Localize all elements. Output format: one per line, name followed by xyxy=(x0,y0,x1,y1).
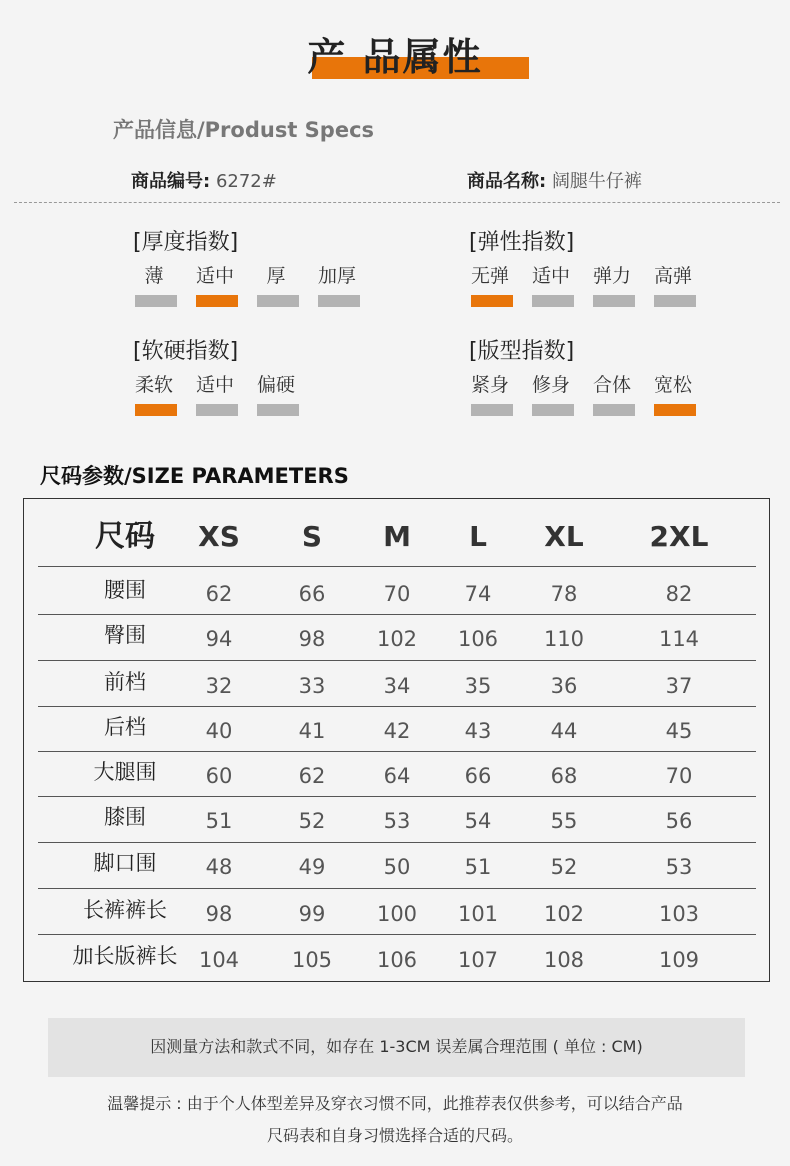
size-header-xs: XS xyxy=(198,520,240,553)
table-cell: 50 xyxy=(383,855,411,879)
table-cell: 70 xyxy=(383,582,411,606)
index-option-bar-selected xyxy=(471,295,513,307)
section-subtitle: 产品信息/Produst Specs xyxy=(113,118,375,142)
table-row-label: 脚口围 xyxy=(93,851,157,875)
table-cell: 94 xyxy=(205,627,233,651)
thickness-index xyxy=(133,229,373,319)
index-option-label: 偏硬 xyxy=(256,374,295,396)
table-cell: 54 xyxy=(464,809,492,833)
table-cell: 42 xyxy=(383,719,411,743)
product-name xyxy=(467,170,642,194)
table-row-label: 加长版裤长 xyxy=(72,944,178,968)
size-header-xl: XL xyxy=(544,520,584,553)
product-name-value: 阔腿牛仔裤 xyxy=(551,171,642,192)
table-cell: 106 xyxy=(457,627,499,651)
table-row-label: 长裤裤长 xyxy=(83,898,167,922)
table-cell: 101 xyxy=(457,902,499,926)
index-option-bar xyxy=(593,295,635,307)
page-title: 产 品属性 xyxy=(307,35,483,79)
index-title: [厚度指数] xyxy=(133,230,239,255)
index-option-label: 适中 xyxy=(195,265,234,287)
index-option-label: 合体 xyxy=(592,374,631,396)
index-option-bar xyxy=(593,404,635,416)
index-option-label: 柔软 xyxy=(134,374,173,396)
table-row-label: 大腿围 xyxy=(93,760,157,784)
table-cell: 103 xyxy=(658,902,700,926)
table-row-divider xyxy=(38,706,756,707)
table-cell: 49 xyxy=(298,855,326,879)
table-cell: 52 xyxy=(550,855,578,879)
size-header-s: S xyxy=(301,520,323,553)
table-row-divider xyxy=(38,566,756,567)
index-option-label: 薄 xyxy=(144,265,164,287)
index-option-bar-selected xyxy=(135,404,177,416)
table-cell: 82 xyxy=(665,582,693,606)
index-option-label: 弹力 xyxy=(592,265,631,287)
table-cell: 99 xyxy=(298,902,326,926)
elasticity-index xyxy=(469,229,709,319)
product-code-value: 6272# xyxy=(215,171,277,192)
index-option-bar xyxy=(532,295,574,307)
table-cell: 45 xyxy=(665,719,693,743)
table-cell: 36 xyxy=(550,674,578,698)
table-row-divider xyxy=(38,796,756,797)
table-cell: 100 xyxy=(376,902,418,926)
table-cell: 52 xyxy=(298,809,326,833)
softness-index xyxy=(133,338,373,428)
measure-note: 因测量方法和款式不同，如存在 1-3CM 误差属合理范围 ( 单位 : CM) xyxy=(150,1037,643,1056)
table-cell: 109 xyxy=(658,948,700,972)
table-cell: 35 xyxy=(464,674,492,698)
table-cell: 43 xyxy=(464,719,492,743)
table-cell: 33 xyxy=(298,674,326,698)
table-cell: 44 xyxy=(550,719,578,743)
size-header-2xl: 2XL xyxy=(649,520,709,553)
table-cell: 62 xyxy=(298,764,326,788)
index-title: [版型指数] xyxy=(469,339,575,364)
table-row-label: 前档 xyxy=(104,670,146,694)
table-cell: 53 xyxy=(665,855,693,879)
fit-index xyxy=(469,338,709,428)
table-cell: 66 xyxy=(298,582,326,606)
index-option-label: 修身 xyxy=(531,374,570,396)
dotted-divider xyxy=(14,202,780,203)
table-row-divider xyxy=(38,842,756,843)
table-row-divider xyxy=(38,888,756,889)
table-row-label: 腰围 xyxy=(104,578,146,602)
index-option-bar xyxy=(532,404,574,416)
size-header-label: 尺码 xyxy=(95,519,155,554)
size-header-l: L xyxy=(469,520,487,553)
tip-line-1: 温馨提示 : 由于个人体型差异及穿衣习惯不同，此推荐表仅供参考，可以结合产品 xyxy=(107,1094,683,1113)
index-option-bar xyxy=(654,295,696,307)
table-cell: 55 xyxy=(550,809,578,833)
product-name-key: 商品名称: xyxy=(467,171,547,192)
table-cell: 51 xyxy=(205,809,233,833)
table-cell: 107 xyxy=(457,948,499,972)
index-option-label: 无弹 xyxy=(470,265,509,287)
table-cell: 32 xyxy=(205,674,233,698)
product-code-key: 商品编号: xyxy=(131,171,211,192)
table-row-divider xyxy=(38,614,756,615)
index-option-bar xyxy=(135,295,177,307)
table-cell: 98 xyxy=(205,902,233,926)
index-option-bar-selected xyxy=(196,295,238,307)
table-cell: 37 xyxy=(665,674,693,698)
tip-line-2: 尺码表和自身习惯选择合适的尺码。 xyxy=(266,1126,523,1145)
table-cell: 78 xyxy=(550,582,578,606)
table-cell: 98 xyxy=(298,627,326,651)
index-option-bar xyxy=(471,404,513,416)
index-option-bar-selected xyxy=(654,404,696,416)
table-cell: 105 xyxy=(291,948,333,972)
table-cell: 114 xyxy=(658,627,700,651)
table-cell: 40 xyxy=(205,719,233,743)
index-option-label: 适中 xyxy=(531,265,570,287)
table-cell: 106 xyxy=(376,948,418,972)
table-row-divider xyxy=(38,751,756,752)
table-cell: 56 xyxy=(665,809,693,833)
table-cell: 34 xyxy=(383,674,411,698)
table-row-label: 后档 xyxy=(104,715,146,739)
table-cell: 102 xyxy=(543,902,585,926)
table-cell: 110 xyxy=(543,627,585,651)
table-cell: 66 xyxy=(464,764,492,788)
index-option-bar xyxy=(196,404,238,416)
table-cell: 60 xyxy=(205,764,233,788)
index-option-label: 紧身 xyxy=(470,374,509,396)
table-cell: 104 xyxy=(198,948,240,972)
index-option-label: 适中 xyxy=(195,374,234,396)
size-header-m: M xyxy=(383,520,411,553)
table-cell: 51 xyxy=(464,855,492,879)
table-cell: 64 xyxy=(383,764,411,788)
table-cell: 108 xyxy=(543,948,585,972)
index-option-bar xyxy=(257,404,299,416)
index-option-bar xyxy=(257,295,299,307)
index-title: [软硬指数] xyxy=(133,339,239,364)
table-row-label: 臀围 xyxy=(104,623,146,647)
table-row-divider xyxy=(38,934,756,935)
index-option-label: 厚 xyxy=(266,265,286,287)
index-option-label: 加厚 xyxy=(317,265,356,287)
index-title: [弹性指数] xyxy=(469,230,575,255)
size-section-title: 尺码参数/SIZE PARAMETERS xyxy=(40,464,349,488)
index-option-bar xyxy=(318,295,360,307)
table-cell: 41 xyxy=(298,719,326,743)
product-code xyxy=(131,170,277,194)
index-option-label: 高弹 xyxy=(653,265,692,287)
table-cell: 70 xyxy=(665,764,693,788)
index-option-label: 宽松 xyxy=(653,374,692,396)
table-row-divider xyxy=(38,660,756,661)
table-cell: 62 xyxy=(205,582,233,606)
table-cell: 48 xyxy=(205,855,233,879)
table-cell: 102 xyxy=(376,627,418,651)
table-cell: 74 xyxy=(464,582,492,606)
table-cell: 68 xyxy=(550,764,578,788)
table-cell: 53 xyxy=(383,809,411,833)
table-row-label: 膝围 xyxy=(104,805,146,829)
